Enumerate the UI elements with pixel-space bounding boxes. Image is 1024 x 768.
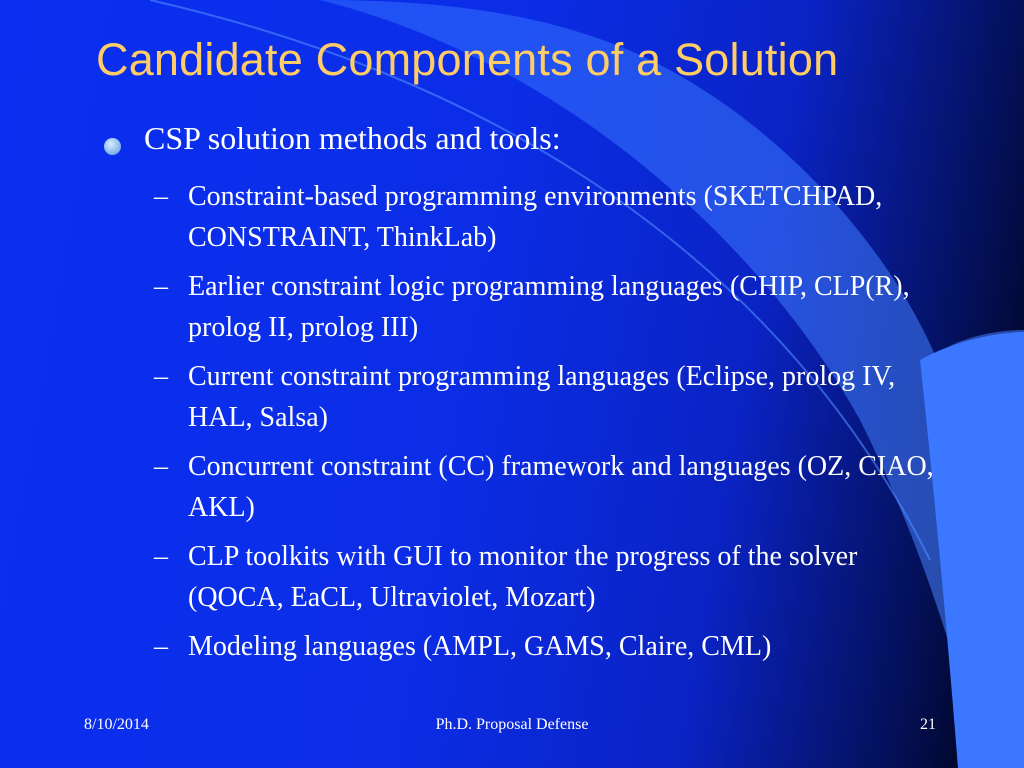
dash-icon: –: [154, 361, 168, 392]
footer-title: Ph.D. Proposal Defense: [435, 716, 589, 733]
sub-bullet-text: Concurrent constraint (CC) framework and languages (OZ, CIAO, AKL): [188, 451, 934, 523]
dash-icon: –: [154, 181, 168, 212]
sub-bullet-item: [152, 266, 942, 348]
sub-bullet-list: [152, 176, 942, 675]
slide-title: Candidate Components of a Solution: [96, 34, 839, 85]
dash-icon: –: [154, 451, 168, 482]
sub-bullet-item: [152, 356, 942, 438]
main-bullet-text: CSP solution methods and tools:: [144, 120, 561, 156]
sub-bullet-item: [152, 446, 942, 528]
bullet-dot-icon: [104, 138, 121, 155]
sub-bullet-text: Current constraint programming languages (Eclipse, prolog IV, HAL, Salsa): [188, 361, 896, 433]
sub-bullet-text: Constraint-based programming environments (SKETCHPAD, CONSTRAINT, ThinkLab): [188, 181, 883, 253]
sub-bullet-text: Earlier constraint logic programming languages (CHIP, CLP(R), prolog II, prolog III): [188, 271, 910, 343]
dash-icon: –: [154, 541, 168, 572]
dash-icon: –: [154, 271, 168, 302]
sub-bullet-item: [152, 536, 942, 618]
sub-bullet-item: [152, 176, 942, 258]
page-number: 21: [920, 716, 936, 733]
dash-icon: –: [154, 631, 168, 662]
sub-bullet-text: Modeling languages (AMPL, GAMS, Claire, CML): [188, 631, 772, 662]
sub-bullet-text: CLP toolkits with GUI to monitor the progress of the solver (QOCA, EaCL, Ultraviolet, Mozart): [188, 541, 858, 613]
sub-bullet-item: [152, 626, 942, 667]
footer-date: 8/10/2014: [84, 716, 149, 733]
